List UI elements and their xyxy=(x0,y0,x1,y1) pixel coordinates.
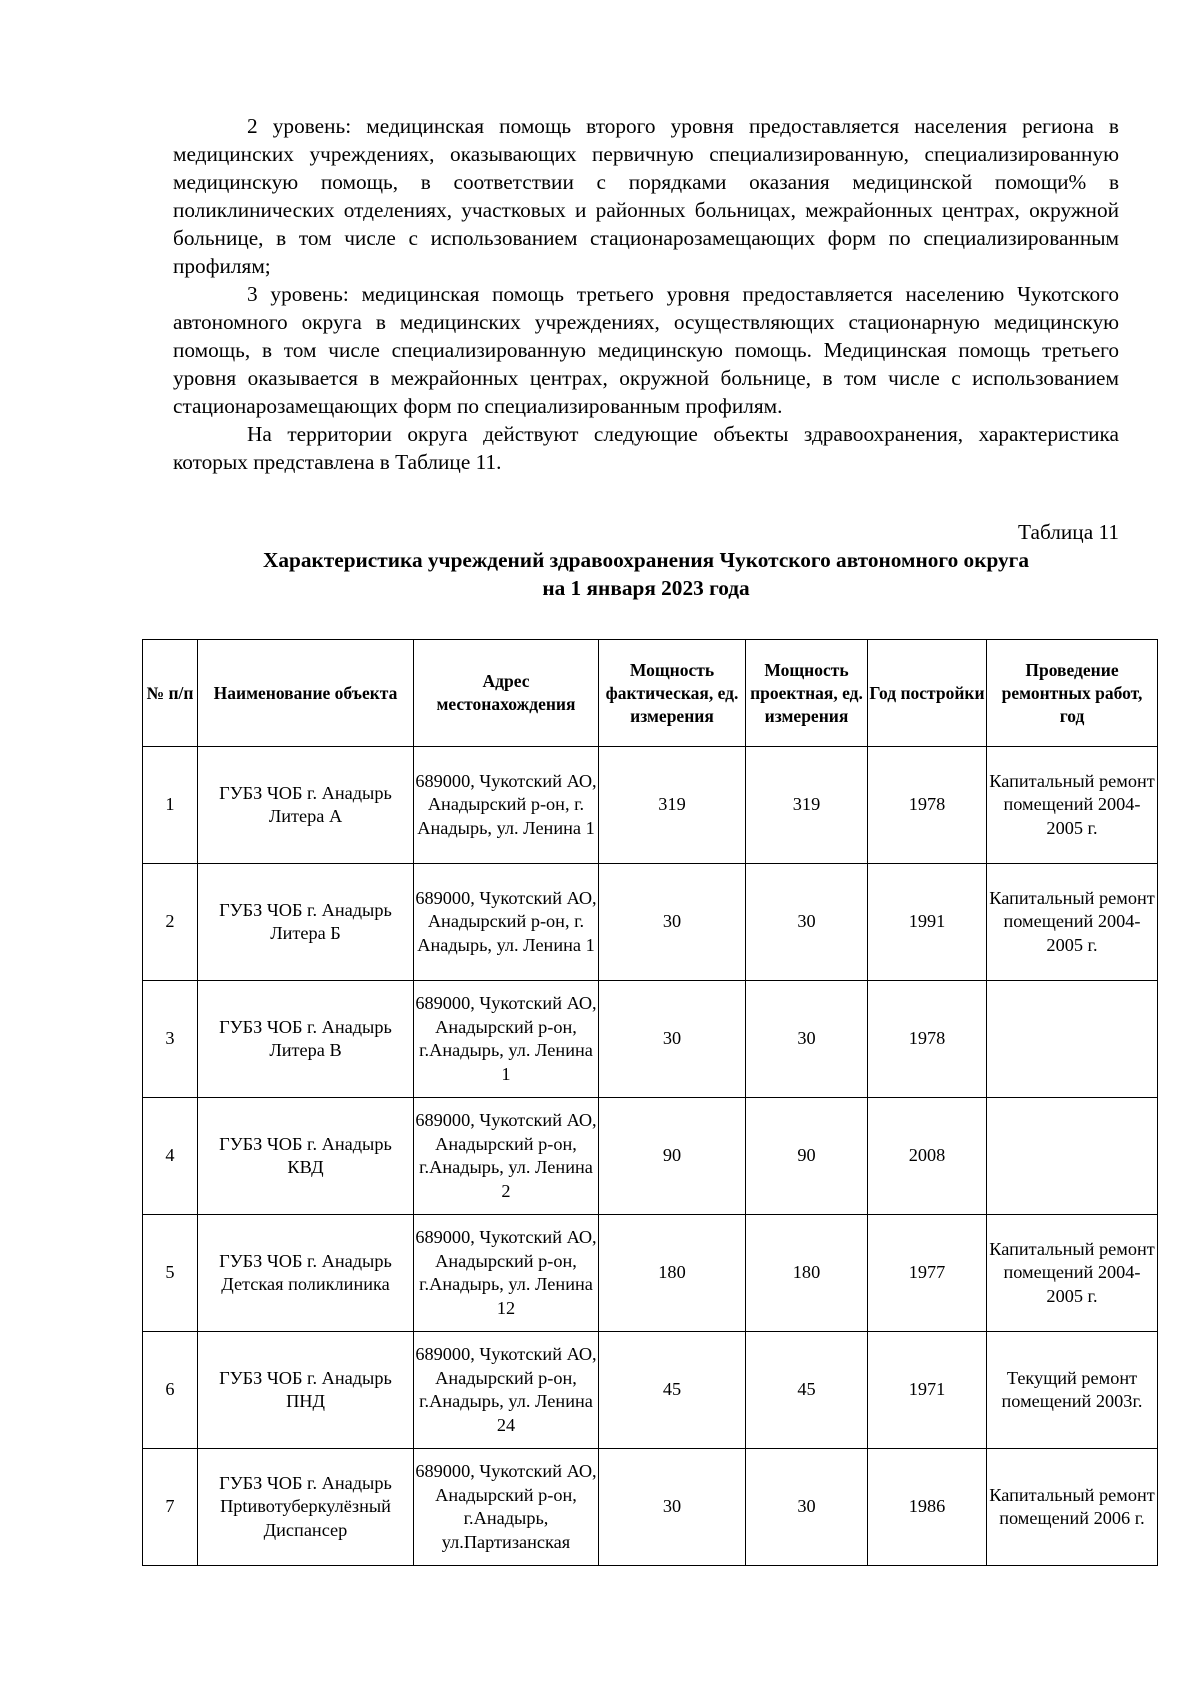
header-design-capacity: Мощность проектная, ед. измерения xyxy=(746,640,868,747)
cell-name: ГУБЗ ЧОБ г. Анадырь ПНД xyxy=(198,1332,414,1449)
cell-year-built: 2008 xyxy=(868,1098,987,1215)
cell-repairs: Капитальный ремонт помещений 2006 г. xyxy=(987,1449,1158,1566)
paragraph-level-3: 3 уровень: медицинская помощь третьего уровня предоставляется населению Чукотского автономного округа в медицинских учреждениях, осуществляющих стационарную медицинскую помощь, в том числе специализированную медицинскую помощь. Медицинская помощь третьего уровня оказывается в межрайонных центрах, окружной больнице, в том числе с использованием стационарозамещающих форм по специализированным профилям. xyxy=(173,282,1119,418)
cell-repairs: Капитальный ремонт помещений 2004-2005 г. xyxy=(987,747,1158,864)
cell-number: 2 xyxy=(143,864,198,981)
cell-year-built: 1991 xyxy=(868,864,987,981)
paragraph-level-2: 2 уровень: медицинская помощь второго уровня предоставляется населения региона в медицинских учреждениях, оказывающих первичную специализированную, специализированную медицинскую помощь, в соответствии с порядками оказания медицинской помощи% в поликлинических отделениях, участковых и районных больницах, межрайонных центрах, окружной больнице, в том числе с использованием стационарозамещающих форм по специализированным профилям; xyxy=(173,114,1119,278)
cell-address: 689000, Чукотский АО, Анадырский р-он, г.Анадырь, ул. Ленина 12 xyxy=(414,1215,599,1332)
cell-design-capacity: 90 xyxy=(746,1098,868,1215)
cell-year-built: 1986 xyxy=(868,1449,987,1566)
cell-actual-capacity: 45 xyxy=(599,1332,746,1449)
table-row xyxy=(143,864,1158,981)
document-body xyxy=(173,112,1119,602)
table-row xyxy=(143,747,1158,864)
header-repairs: Проведение ремонтных работ, год xyxy=(987,640,1158,747)
cell-year-built: 1978 xyxy=(868,747,987,864)
table-row xyxy=(143,1449,1158,1566)
cell-design-capacity: 180 xyxy=(746,1215,868,1332)
cell-year-built: 1971 xyxy=(868,1332,987,1449)
cell-design-capacity: 30 xyxy=(746,1449,868,1566)
header-actual-capacity: Мощность фактическая, ед. измерения xyxy=(599,640,746,747)
cell-number: 3 xyxy=(143,981,198,1098)
cell-actual-capacity: 319 xyxy=(599,747,746,864)
cell-design-capacity: 30 xyxy=(746,864,868,981)
cell-address: 689000, Чукотский АО, Анадырский р-он, г.Анадырь, ул.Партизанская xyxy=(414,1449,599,1566)
table-row xyxy=(143,1332,1158,1449)
cell-address: 689000, Чукотский АО, Анадырский р-он, г. Анадырь, ул. Ленина 1 xyxy=(414,747,599,864)
header-year-built: Год постройки xyxy=(868,640,987,747)
table-row xyxy=(143,1215,1158,1332)
cell-number: 7 xyxy=(143,1449,198,1566)
cell-actual-capacity: 90 xyxy=(599,1098,746,1215)
cell-actual-capacity: 180 xyxy=(599,1215,746,1332)
cell-address: 689000, Чукотский АО, Анадырский р-он, г.Анадырь, ул. Ленина 24 xyxy=(414,1332,599,1449)
cell-number: 1 xyxy=(143,747,198,864)
cell-number: 5 xyxy=(143,1215,198,1332)
cell-address: 689000, Чукотский АО, Анадырский р-он, г.Анадырь, ул. Ленина 1 xyxy=(414,981,599,1098)
table-title-line1: Характеристика учреждений здравоохранения Чукотского автономного округа xyxy=(262,548,1029,572)
header-name: Наименование объекта xyxy=(198,640,414,747)
cell-repairs xyxy=(987,1098,1158,1215)
table-header-row xyxy=(143,640,1158,747)
header-address: Адрес местонахождения xyxy=(414,640,599,747)
paragraph-objects-intro: На территории округа действуют следующие объекты здравоохранения, характеристика которых представлена в Таблице 11. xyxy=(173,422,1119,474)
cell-year-built: 1978 xyxy=(868,981,987,1098)
table-row xyxy=(143,1098,1158,1215)
cell-name: ГУБЗ ЧОБ г. Анадырь Литера В xyxy=(198,981,414,1098)
table-row xyxy=(143,981,1158,1098)
table-title-line2: на 1 января 2023 года xyxy=(542,576,750,600)
cell-repairs: Капитальный ремонт помещений 2004-2005 г. xyxy=(987,1215,1158,1332)
cell-design-capacity: 319 xyxy=(746,747,868,864)
cell-address: 689000, Чукотский АО, Анадырский р-он, г. Анадырь, ул. Ленина 1 xyxy=(414,864,599,981)
cell-actual-capacity: 30 xyxy=(599,981,746,1098)
cell-number: 6 xyxy=(143,1332,198,1449)
table-number: Таблица 11 xyxy=(1018,520,1119,544)
cell-actual-capacity: 30 xyxy=(599,864,746,981)
cell-name: ГУБЗ ЧОБ г. Анадырь Литера А xyxy=(198,747,414,864)
cell-design-capacity: 45 xyxy=(746,1332,868,1449)
cell-name: ГУБЗ ЧОБ г. Анадырь Детская поликлиника xyxy=(198,1215,414,1332)
cell-name: ГУБЗ ЧОБ г. Анадырь Прtивотуберкулёзный Диспансер xyxy=(198,1449,414,1566)
cell-number: 4 xyxy=(143,1098,198,1215)
healthcare-facilities-table xyxy=(142,639,1158,1566)
cell-actual-capacity: 30 xyxy=(599,1449,746,1566)
cell-name: ГУБЗ ЧОБ г. Анадырь Литера Б xyxy=(198,864,414,981)
cell-repairs xyxy=(987,981,1158,1098)
cell-repairs: Капитальный ремонт помещений 2004-2005 г. xyxy=(987,864,1158,981)
cell-year-built: 1977 xyxy=(868,1215,987,1332)
header-number: № п/п xyxy=(143,640,198,747)
cell-address: 689000, Чукотский АО, Анадырский р-он, г.Анадырь, ул. Ленина 2 xyxy=(414,1098,599,1215)
cell-design-capacity: 30 xyxy=(746,981,868,1098)
cell-name: ГУБЗ ЧОБ г. Анадырь КВД xyxy=(198,1098,414,1215)
cell-repairs: Текущий ремонт помещений 2003г. xyxy=(987,1332,1158,1449)
